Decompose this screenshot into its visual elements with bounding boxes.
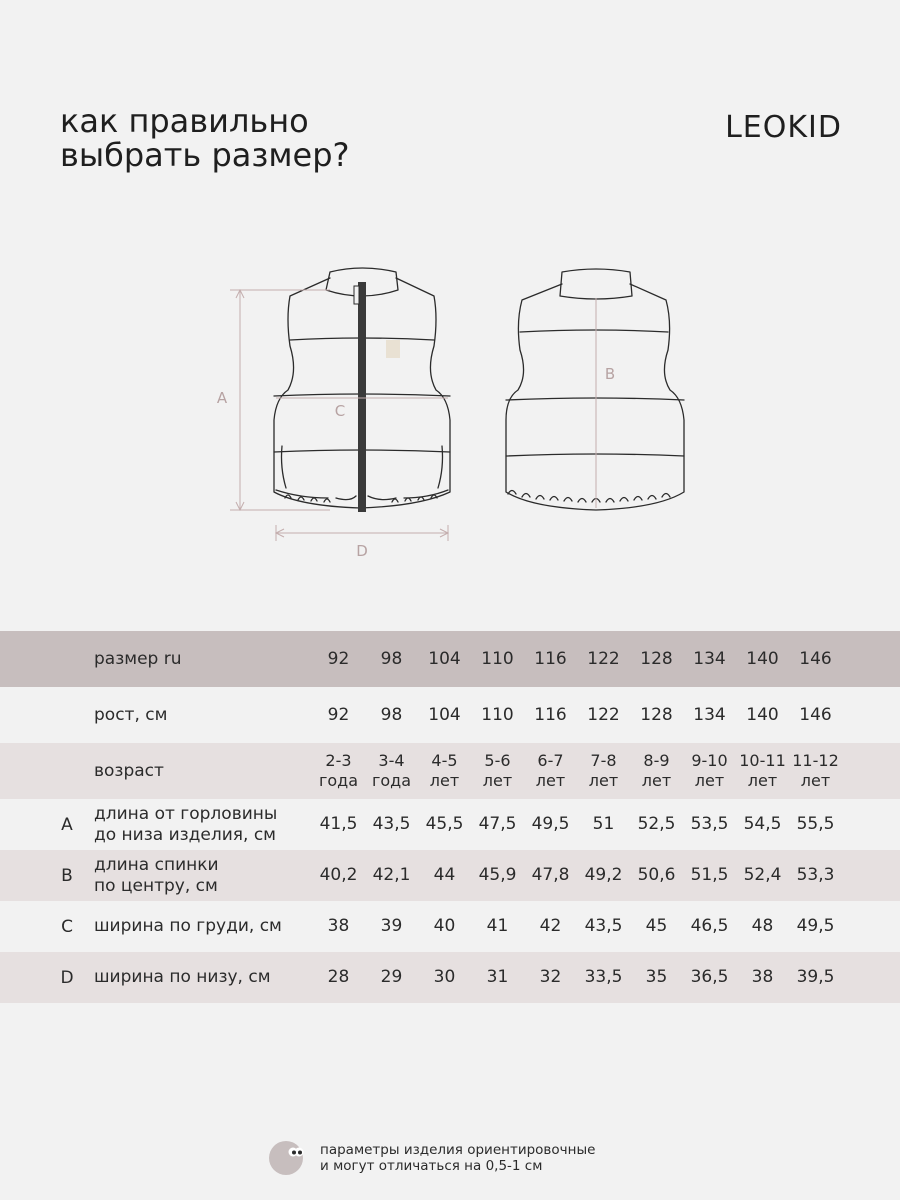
table-cell: 42,1 xyxy=(372,865,411,885)
chest-patch-icon xyxy=(386,340,400,358)
table-cell: 116 xyxy=(534,648,567,669)
row-label-line: длина от горловины xyxy=(94,803,278,824)
row-label xyxy=(94,649,182,670)
table-cell: 44 xyxy=(433,865,456,885)
table-cell: 43,5 xyxy=(372,814,411,834)
row-label-line: размер ru xyxy=(94,648,182,669)
table-cell xyxy=(789,743,842,799)
table-row xyxy=(0,952,900,1003)
table-cell: 53,3 xyxy=(796,865,835,885)
table-cell: 38 xyxy=(327,916,350,936)
table-cell: 104 xyxy=(428,648,461,669)
table-cell: 146 xyxy=(799,648,832,669)
table-cell-line: лет xyxy=(429,771,460,790)
table-cell: 50,6 xyxy=(637,865,676,885)
vest-back-outline xyxy=(506,269,684,510)
zipper xyxy=(354,282,366,512)
table-cell: 28 xyxy=(327,967,350,987)
table-cell xyxy=(524,743,577,799)
table-cell: 40,2 xyxy=(319,865,358,885)
table-cell-line: 2-3 xyxy=(325,751,352,770)
table-cell: 55,5 xyxy=(796,814,835,834)
table-cell-line: 9-10 xyxy=(691,751,728,770)
row-label xyxy=(94,916,282,937)
footnote-line-1: параметры изделия ориентировочные xyxy=(320,1142,596,1158)
table-row xyxy=(0,850,900,901)
table-cell: 52,5 xyxy=(637,814,676,834)
table-cell xyxy=(471,743,524,799)
table-row xyxy=(0,901,900,952)
row-label xyxy=(94,855,219,897)
table-cell-line: лет xyxy=(641,771,672,790)
table-cell: 30 xyxy=(433,967,456,987)
table-cell: 128 xyxy=(640,704,673,725)
table-cell xyxy=(418,743,471,799)
table-cell: 40 xyxy=(433,916,456,936)
row-label-line: длина спинки xyxy=(94,854,219,875)
table-cell: 51,5 xyxy=(690,865,729,885)
table-cell: 140 xyxy=(746,648,779,669)
table-row xyxy=(0,631,900,687)
table-cell: 110 xyxy=(481,648,514,669)
mascot-icon xyxy=(268,1140,304,1176)
title-line-1: как правильно xyxy=(60,102,309,140)
table-cell xyxy=(577,743,630,799)
table-cell: 122 xyxy=(587,648,620,669)
measurement-letter: A xyxy=(61,814,73,835)
table-cell: 92 xyxy=(327,648,350,669)
table-cell: 35 xyxy=(645,967,668,987)
table-cell-line: лет xyxy=(535,771,566,790)
row-label-line: рост, см xyxy=(94,704,168,725)
table-cell-line: лет xyxy=(747,771,778,790)
row-label-line: по центру, см xyxy=(94,875,218,896)
table-row xyxy=(0,743,900,799)
table-cell: 38 xyxy=(751,967,774,987)
table-cell-line: лет xyxy=(694,771,725,790)
footnote-line-2: и могут отличаться на 0,5-1 см xyxy=(320,1158,543,1174)
table-cell: 42 xyxy=(539,916,562,936)
table-cell xyxy=(683,743,736,799)
table-cell-line: 8-9 xyxy=(643,751,670,770)
table-cell xyxy=(312,743,365,799)
table-cell: 110 xyxy=(481,704,514,725)
row-label-line: возраст xyxy=(94,760,164,781)
table-cell-line: 7-8 xyxy=(590,751,617,770)
table-cell xyxy=(736,743,789,799)
table-cell-line: 10-11 xyxy=(739,751,786,770)
table-cell: 98 xyxy=(380,704,403,725)
table-cell: 122 xyxy=(587,704,620,725)
size-table xyxy=(0,631,900,1003)
table-cell: 52,4 xyxy=(743,865,782,885)
measurement-letter: B xyxy=(61,865,73,886)
table-cell xyxy=(365,743,418,799)
table-cell xyxy=(630,743,683,799)
table-cell: 29 xyxy=(380,967,403,987)
footnote xyxy=(268,1140,595,1176)
table-cell: 146 xyxy=(799,704,832,725)
table-cell: 41 xyxy=(486,916,509,936)
table-row xyxy=(0,687,900,743)
table-cell: 140 xyxy=(746,704,779,725)
table-cell: 49,5 xyxy=(531,814,570,834)
table-cell: 43,5 xyxy=(584,916,623,936)
table-cell-line: 4-5 xyxy=(431,751,458,770)
table-cell: 104 xyxy=(428,704,461,725)
brand-logo: LEOKID xyxy=(725,110,842,145)
table-cell: 47,8 xyxy=(531,865,570,885)
table-cell: 36,5 xyxy=(690,967,729,987)
table-cell: 46,5 xyxy=(690,916,729,936)
table-cell-line: лет xyxy=(800,771,831,790)
table-cell-line: года xyxy=(371,771,412,790)
table-cell: 51 xyxy=(592,814,615,834)
measurement-letter: D xyxy=(60,967,74,988)
title-line-2: выбрать размер? xyxy=(60,136,350,174)
row-label xyxy=(94,761,164,782)
table-cell: 134 xyxy=(693,704,726,725)
label-b: B xyxy=(604,365,616,383)
table-cell: 49,2 xyxy=(584,865,623,885)
table-cell: 54,5 xyxy=(743,814,782,834)
row-label xyxy=(94,967,271,988)
label-c: C xyxy=(334,402,346,420)
table-cell-line: лет xyxy=(482,771,513,790)
table-cell: 116 xyxy=(534,704,567,725)
table-cell: 49,5 xyxy=(796,916,835,936)
label-d: D xyxy=(356,542,368,560)
table-cell: 98 xyxy=(380,648,403,669)
table-cell: 31 xyxy=(486,967,509,987)
table-cell: 92 xyxy=(327,704,350,725)
table-cell: 134 xyxy=(693,648,726,669)
table-cell: 45,9 xyxy=(478,865,517,885)
row-label-line: до низа изделия, см xyxy=(94,824,277,845)
row-label xyxy=(94,705,167,726)
table-cell: 45,5 xyxy=(425,814,464,834)
table-cell-line: 3-4 xyxy=(378,751,405,770)
row-label xyxy=(94,804,277,846)
table-cell: 41,5 xyxy=(319,814,358,834)
table-cell-line: 5-6 xyxy=(484,751,511,770)
table-cell: 32 xyxy=(539,967,562,987)
table-cell: 39 xyxy=(380,916,403,936)
table-cell: 47,5 xyxy=(478,814,517,834)
measurement-letter: C xyxy=(61,916,73,937)
table-cell-line: года xyxy=(318,771,359,790)
table-cell: 39,5 xyxy=(796,967,835,987)
row-label-line: ширина по низу, см xyxy=(94,967,271,987)
table-cell: 33,5 xyxy=(584,967,623,987)
table-cell: 48 xyxy=(751,916,774,936)
table-cell-line: 11-12 xyxy=(792,751,839,770)
table-cell-line: 6-7 xyxy=(537,751,564,770)
label-a: A xyxy=(216,389,228,407)
table-cell-line: лет xyxy=(588,771,619,790)
row-label-line: ширина по груди, см xyxy=(94,916,282,936)
table-cell: 45 xyxy=(645,916,668,936)
table-cell: 53,5 xyxy=(690,814,729,834)
table-cell: 128 xyxy=(640,648,673,669)
table-row xyxy=(0,799,900,850)
